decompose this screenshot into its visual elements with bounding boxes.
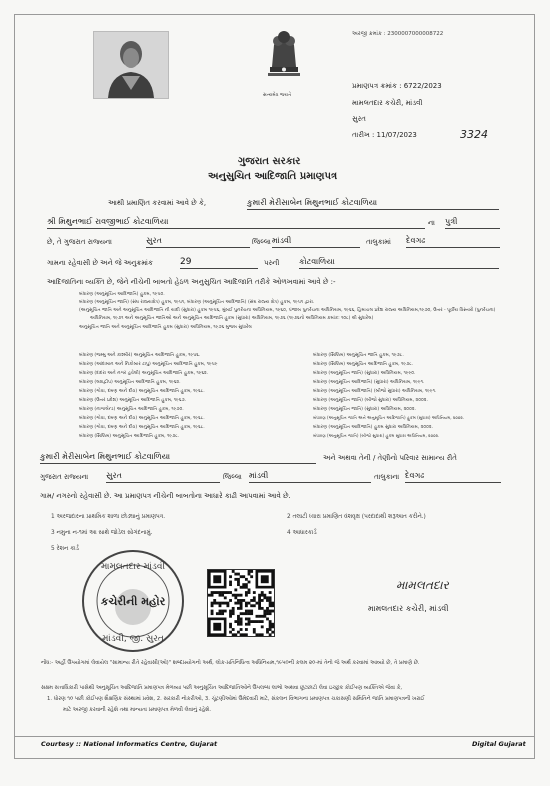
signatory-office: મામલતદાર કચેરી, માંડવી [368, 604, 449, 613]
document-item: 2 તલાટી ધ્વારા પ્રમાણિત વંશવૃક્ષ (પરદાદાથી શરૂઆત કરીને.) [287, 514, 426, 520]
note-line: નોંધ:- અહીં ઉપયોગમાં લેવાયેલ "સામાન્ય રીતે રહેવાસી(ઓ)" શબ્દપ્રયોગનો અર્થ, લોક-પ્રતિનિધિત્વ અધિનિયમ,૧૯૫૦ની કલમ ૨૦-માં તેનો જે અર્થ કરવામાં આવ્યો છે, તે પ્રમાણે છે. [41, 660, 420, 666]
order-right-item: બંધારણ (અનુસૂચિત જાતિ) (બીજો સુધારા) હુકમ સુધારા અધિનિયમ, ૨૦૦૨. [313, 433, 440, 438]
document-item: 4 આધારકાર્ડ [287, 530, 317, 536]
intro-text: આથી પ્રમાણિત કરવામાં આવે છે કે, [108, 199, 207, 207]
order-right-item: બંધારણ (અનુસૂચિત આદિજાતિ) (બીજો સુધારા) અધિનિયમ, ૧૯૯૧. [313, 389, 437, 394]
order-line: (અનુસૂચિત જાતિ અને અનુસૂચિત આદિજાતિ ની યાદી (સુધારા) હુકમ ૧૯૫૬, મુંબઈ પુનર્રચના અધિનિયમ, ૧૯૬૦, પંજાબ પુનર્રચના અધિનિયમ, ૧૯૬૬, હિમાચલ પ્રદેશ રાજ્ય અધિનિયમ,૧૯૭૦, ઉત્તર - પૂર્વીય વિસ્તારો (પુનર્રચના) [79, 308, 496, 313]
note-line: માટે અરજી કરવાની રહેશે તથા માન્યતા પ્રમાણપત્ર મેળવી લેવાનું રહેશે. [63, 707, 212, 713]
order-right-item: બંધારણ (અનુસૂચિત જાતિ) (સુધારા) અધિનિયમ, ૨૦૦૨. [313, 407, 416, 412]
applicant-photo [93, 31, 169, 99]
application-number: અરજી ક્રમાંક : 2300007000008722 [352, 31, 444, 37]
document-item: 1 અરજદારના પ્રાથમિક શાળા છોડ્યાનું પ્રમાણપત્ર. [51, 514, 166, 520]
svg-text:માંડવી, જી. સુરત: માંડવી, જી. સુરત [102, 634, 164, 644]
caste-field: કોટવાળિયા [299, 257, 499, 269]
handwritten-number: 3324 [460, 128, 488, 141]
order-left-item: બંધારણ (નાગાલેન્ડ) અનુસૂચિત આદિજાતિ હુકમ, ૧૯૭૦. [79, 407, 184, 412]
father-name-field: શ્રી મિથુનભાઈ રાવજીભાઈ કોટવાળિયા [47, 217, 425, 229]
district-field: સુરત [146, 236, 250, 248]
basis-statement: ગામ/ નગરનો રહેવાસી છે. આ પ્રમાણપત્ર નીચેની બાબતોના આધારે કાઢી આપવામાં આવે છે. [40, 492, 291, 500]
order-left-item: બંધારણ (ગોવા, દમણ અને દીવ) અનુસૂચિત આદિજાતિ હુકમ, ૧૯૬૮. [79, 389, 205, 394]
note-line: 1. ધોરણ ૧૦ પછી કોઈપણ શૈક્ષણિક સંસ્થામાં પ્રવેશ, 2. સરકારી નોકરીઓ, 3. ચૂંટણીઓમાં ઉમેદવારી માટે, સંકલન વિભાગના પ્રમાણપત્ર ચકાસણી સમિતિને જાતિ પ્રમાણપત્રની ખરાઈ [47, 696, 425, 702]
order-right-item: બંધારણ (સિક્કિમ) અનુસૂચિત આદિજાતિ હુકમ, ૧૯૭૮. [313, 362, 414, 367]
district-label: જિલ્લા [252, 238, 271, 246]
family-district-field: સુરત [106, 471, 220, 483]
taluka-field: માંડવી [272, 236, 360, 248]
order-left-item: બંધારણ (ગોવા, દમણ અને દીવ) અનુસૂચિત આદિજાતિ હુકમ, ૧૯૬૮. [79, 425, 205, 430]
signature: મામલતદાર [396, 578, 449, 592]
na-label: ના [428, 219, 435, 227]
order-line: બંધારણ (અનુસૂચિત આદિજાતિ) હુકમ, ૧૯૫૦. [79, 292, 165, 297]
taluka-label: તાલુકામાં [366, 238, 391, 246]
tribe-statement: આદિજાતિના વ્યક્તિ છે, જેને નીચેની બાબતો હેઠળ અનુસુચિત આદિજાતિ તરીકે ઓળખવામાં આવે છે :- [47, 278, 336, 286]
order-left-item: બંધારણ (ઉત્તર પ્રદેશ) અનુસૂચિત આદિજાતિ હુકમ, ૧૯૬૭. [79, 398, 187, 403]
footer-digital-gujarat: Digital Gujarat [472, 740, 526, 748]
applicant-name-field: કુમારી મેરીસાબેન મિથુનભાઈ કોટવાળિયા [247, 198, 499, 210]
family-district-label: જિલ્લા [223, 473, 242, 481]
order-line: અનુસૂચિત જાતિ અને અનુસૂચિત આદિજાતિ હુકમ (સુધારા) અધિનિયમ, ૧૯૭૬ મુજબ સુધારેલ [79, 325, 252, 330]
state-emblem-icon [262, 27, 306, 89]
document-item: 5 રેશન કાર્ડ [51, 546, 79, 552]
order-line: બંધારણ (અનુસૂચિત જાતિ) (સંઘ રાજ્યક્ષેત્ર) હુકમ, ૧૯૫૧, બંધારણ (અનુસૂચિત આદિજાતિ) (સંઘ રાજ્ય ક્ષેત્ર) હુકમ, ૧૯૫૧ દ્વારા. [79, 300, 315, 305]
note-line: સક્ષમ સત્તાધિકારી પાસેથી અનુસૂચિત આદિજાતિ પ્રમાણપત્ર મેળવ્યા પછી અનુસૂચિત આદિજાતિઓને ઉપલબ્ધ લાભો અથવા છૂટછાટો લેવા ઇચ્છુક કોઈપણ વ્યક્તિએ જેવા કે, [41, 685, 403, 691]
family-state-label: ગુજરાત રાજ્યના [40, 473, 89, 481]
village-field: દેવગઢ [406, 236, 500, 248]
family-taluka-field: માંડવી [249, 471, 371, 483]
order-right-item: બંધારણ (અનુસૂચિત આદિજાતિ) (સુધારા) અધિનિયમ, ૧૯૯૧. [313, 380, 425, 385]
svg-text:કચેરીની મહોર: કચેરીની મહોર [100, 595, 166, 608]
official-seal [79, 547, 187, 655]
footer-courtesy: Courtesy :: National Informatics Centre, Gujarat [41, 740, 218, 748]
family-name-field: કુમારી મેરીસાબેન મિથુનભાઈ કોટવાળિયા [40, 452, 316, 464]
resident-label: છે, તે ગુજરાત રાજ્યના [47, 238, 112, 246]
family-suffix: અને અથવા તેની / તેણીનો પરિવાર સામાન્ય રીતે [323, 454, 457, 462]
order-left-item: બંધારણ (લક્ષદ્વીપ) અનુસૂચિત આદિજાતિ હુકમ, ૧૯૬૨. [79, 380, 181, 385]
order-left-item: બંધારણ (ગોવા, દમણ અને દીવ) અનુસૂચિત આદિજાતિ હુકમ, ૧૯૬૮. [79, 416, 205, 421]
serial-number-field: 29 [180, 257, 258, 269]
order-left-item: બંધારણ (સિક્કિમ) અનુસૂચિત આદિજાતિ હુકમ, ૧૯૭૮. [79, 434, 180, 439]
village-phrase: ગામના રહેવાસી છે અને જે અનુક્રમાંક [47, 259, 153, 267]
government-title: ગુજરાત સરકાર [238, 156, 301, 167]
order-left-item: બંધારણ (દાદરા અને નગર હવેલી) અનુસૂચિત આદિજાતિ હુકમ, ૧૯૬૨. [79, 371, 209, 376]
svg-text:મામલતદાર માંડવી: મામલતદાર માંડવી [100, 562, 166, 572]
document-item: 3 નમુના ન-૧માં આ સાથે જોડેલ સોગંદનામું. [51, 530, 153, 536]
qr-code [207, 569, 275, 637]
parvati-label: પરની [264, 259, 280, 267]
order-right-item: બંધારણ (અનુસૂચિત આદિજાતિ) હુકમ સુધારા અધિનિયમ, ૨૦૦૨. [313, 425, 434, 430]
order-right-item: બંધારણ (અનુસૂચિત જાતિ) (બીજો સુધારા) અધિનિયમ, ૨૦૦૨. [313, 398, 428, 403]
relation-field: પુત્રી [445, 217, 500, 229]
certificate-title: અનુસુચિત આદિજાતિ પ્રમાણપત્ર [208, 171, 338, 182]
order-left-item: બંધારણ (આંદામાન અને નિકોબાર ટાપુ) અનુસૂચિત આદિજાતિ હુકમ, ૧૯૫૯ [79, 362, 218, 367]
emblem-caption: સત્યમેવ જયતે [263, 93, 292, 98]
certificate-number: પ્રમાણપત્ર ક્રમાંક : 6722/2023 [352, 82, 442, 90]
order-right-item: બંધારણ (સિક્કિમ) અનુસૂચિત જાતિ હુકમ, ૧૯૭૮. [313, 353, 404, 358]
order-right-item: બંધારણ (અનુસૂચિત જાતિ) (સુધારા) અધિનિયમ, ૧૯૯૦. [313, 371, 416, 376]
family-taluka-label: તાલુકાના [374, 473, 400, 481]
order-line: અધિનિયમ, ૧૯૭૧ અને અનુસૂચિત જાતિઓ અને અનુસૂચિત આદિજાતિ હુકમ (સુધારા) અધિનિયમ, ૧૯૭૬ (૧૯૭૬નો અધિનિયમ ક્રમાંક: ૧૦૮) થી સુધારેલ) [90, 316, 374, 321]
issuing-office: મામલતદાર કચેરી, માંડવી [352, 99, 423, 107]
issue-date: તારીખ : 11/07/2023 [352, 131, 417, 139]
order-right-item: બંધારણ (અનુસૂચિત જાતિ અને અનુસૂચિત આદિજાતિ) હુકમ (સુધારા) અધિનિયમ, ૨૦૦૨. [313, 415, 465, 420]
issuing-place: સુરત [352, 115, 366, 123]
order-left-item: બંધારણ (જમ્મુ અને કાશ્મીર) અનુસૂચિત આદિજાતિ હુકમ, ૧૯૫૬. [79, 353, 201, 358]
family-village-field: દેવગઢ [405, 471, 501, 483]
footer-divider [14, 736, 535, 737]
